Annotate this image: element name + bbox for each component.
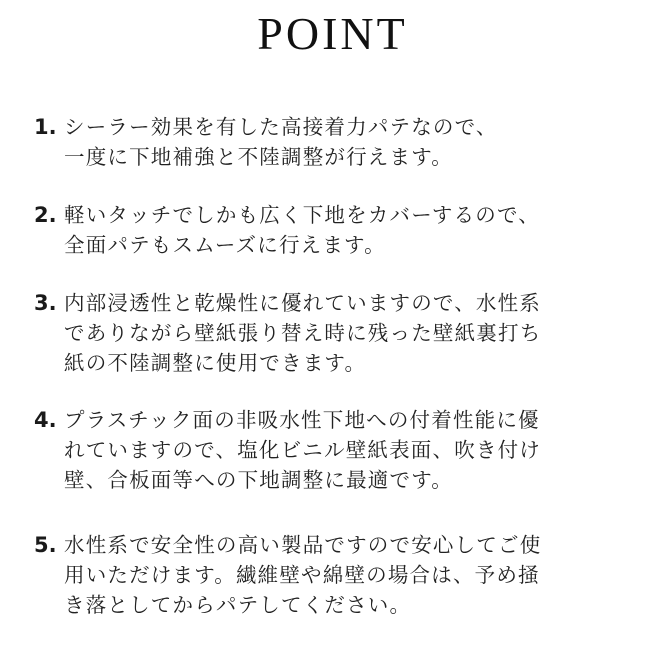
point-item-3 (34, 288, 541, 378)
point-number: 4. (34, 408, 57, 432)
point-item-4 (34, 405, 541, 495)
point-text-line: 用いただけます。繊維壁や綿壁の場合は、予め掻 (64, 563, 540, 587)
point-text-line: 全面パテもスムーズに行えます。 (64, 233, 386, 257)
point-text-line: でありながら壁紙張り替え時に残った壁紙裏打ち (64, 321, 542, 345)
point-item-1 (34, 112, 498, 172)
point-text-line: 紙の不陸調整に使用できます。 (64, 351, 367, 375)
point-item-5 (34, 530, 541, 620)
point-number: 3. (34, 291, 57, 315)
point-number: 1. (34, 115, 57, 139)
point-number: 5. (34, 533, 57, 557)
point-text-line: シーラー効果を有した高接着力パテなので、 (64, 115, 498, 139)
page-title: POINT (257, 8, 408, 59)
point-text-line: 水性系で安全性の高い製品ですので安心してご使 (64, 533, 542, 557)
point-text-line: き落としてからパテしてください。 (64, 593, 412, 617)
point-number: 2. (34, 203, 57, 227)
point-text-line: 軽いタッチでしかも広く下地をカバーするので、 (64, 203, 540, 227)
point-text-line: 壁、合板面等への下地調整に最適です。 (64, 468, 453, 492)
point-text-line: 内部浸透性と乾燥性に優れていますので、水性系 (64, 291, 541, 315)
point-item-2 (34, 200, 540, 260)
point-text-line: れていますので、塩化ビニル壁紙表面、吹き付け (64, 438, 541, 462)
point-text-line: プラスチック面の非吸水性下地への付着性能に優 (64, 408, 540, 432)
point-text-line: 一度に下地補強と不陸調整が行えます。 (64, 145, 453, 169)
